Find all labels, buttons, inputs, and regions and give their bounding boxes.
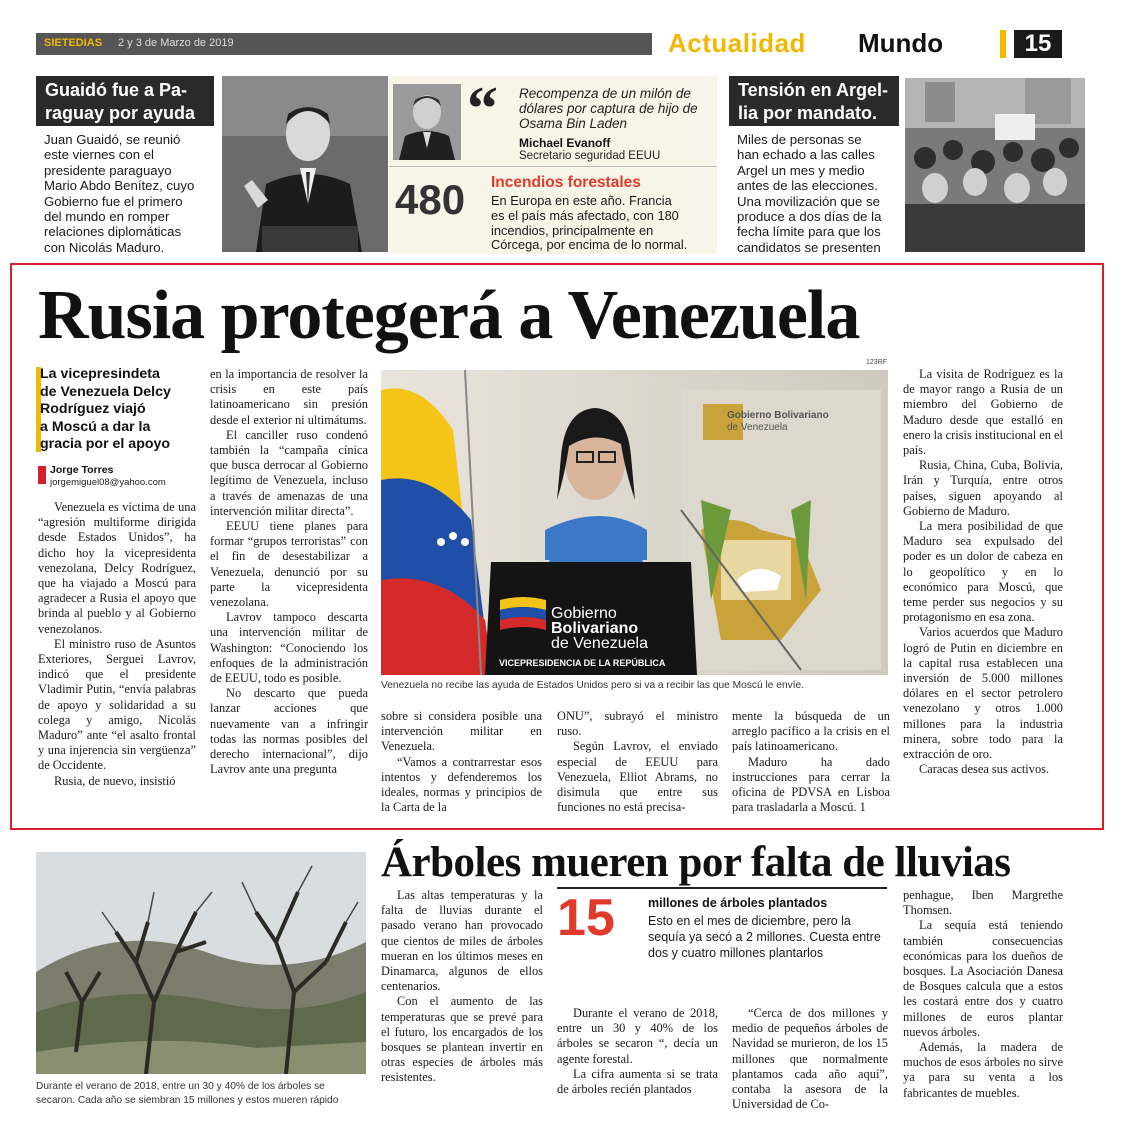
byline-accent bbox=[38, 466, 46, 484]
trees-col-2: Durante el verano de 2018, entre un 30 y 40% de los árboles se secaron “, decía un agente forestal. La cifra aumenta si se trata de árboles recién plantados bbox=[557, 1006, 718, 1097]
quote-author: Michael Evanoff bbox=[519, 136, 611, 150]
protest-photo bbox=[905, 78, 1085, 252]
section-label-mundo: Mundo bbox=[858, 28, 944, 58]
photo-credit: 123RF bbox=[866, 359, 888, 366]
trees-col-3: “Cerca de dos millones y medio de pequeños árboles de Navidad se murieron, de los 15 millones que normalmente plantamos cada año aquí”, contaba la asesora de la Universidad de Co- bbox=[732, 1006, 888, 1112]
guaido-photo-illustration bbox=[222, 76, 388, 252]
main-col-2: en la importancia de resolver la crisis en este país latinoamericano sin presión desde el exterior ni ultimátums. El canciller ruso condenó también la “campaña cínica que busca derrocar al Gobierno legítimo de Venezuela, incluso a través de amenazas de una intervención militar directa”. EEUU tiene planes para formar “grupos terroristas” con el fin de desestabilizar a Venezuela, denunció por su parte la vicepresidenta venezolana. Lavrov tampoco descarta una intervención militar de Washington: “Conociendo los enfoques de la administración de EEUU, todo es posible. No descarto que pueda lanzar acciones que nuevamente van a infringir todas las normas posibles del derecho internacional”, dijo Lavrov ante una pregunta bbox=[210, 367, 368, 777]
quote-and-stat-box bbox=[389, 76, 717, 254]
evanoff-photo-illustration bbox=[393, 84, 461, 160]
trees-col-4: penhague, Iben Margrethe Thomsen. La sequía está teniendo también consecuencias económicas para los dueños de bosques. La Asociación Danesa de Bosques calcula que a estos les costará entre dos y cuatro millones de euros plantar nuevos árboles. Además, la madera de muchos de esos árboles no sirve ya para su venta a los fabricantes de muebles. bbox=[903, 888, 1063, 1100]
quote-author-role: Secretario seguridad EEUU bbox=[519, 150, 661, 162]
trees-headline: Árboles mueren por falta de lluvias bbox=[381, 839, 1011, 886]
podium-subtitle: VICEPRESIDENCIA DE LA REPÚBLICA bbox=[499, 658, 666, 668]
page-number-accent bbox=[1000, 30, 1006, 58]
page-number: 15 bbox=[1014, 30, 1062, 58]
main-col-3: sobre si considera posible una intervención militar en Venezuela. “Vamos a contrarrestar esos intentos y defenderemos los ideales, normas y principios de la Carta de la bbox=[381, 709, 542, 815]
trees-stat-number: 15 bbox=[557, 889, 615, 947]
main-col-4: ONU”, subrayó el ministro ruso. Según Lavrov, el enviado especial de EEUU para Venezuela, Elliot Abrams, no disimula que entre sus funciones no está precisa- bbox=[557, 709, 718, 815]
evanoff-photo bbox=[393, 84, 461, 160]
byline-email: jorgemiguel08@yahoo.com bbox=[50, 477, 166, 488]
main-col-5: mente la búsqueda de un arreglo pacífico a la crisis en el país latinoamericano. Maduro ha dado instrucciones para cerrar la oficina de PDVSA en Lisboa para trasladarla a Moscú. 1 bbox=[732, 709, 890, 815]
main-col-1: Venezuela es víctima de una “agresión multiforme dirigida desde Estados Unidos”, ha dicho hoy la vicepresidenta venezolana, Delcy Rodríguez, que ha viajado a Moscú para agradecer a Rusia el apoyo que brinda al pueblo y al Gobierno venezolanos. El ministro ruso de Asuntos Exteriores, Serguei Lavrov, indicó que el presidente Vladimir Putin, “envía palabras de apoyo y solidaridad a su colega y amigo, Nicolás Maduro” ante “el asalto frontal y una injerencia sin vergüenza” de Occidente. Rusia, de nuevo, insistió bbox=[38, 500, 196, 788]
edition-date: 2 y 3 de Marzo de 2019 bbox=[118, 37, 234, 49]
brief-title: Tensión en Argel- lia por mandato. bbox=[738, 80, 889, 123]
section-label-actualidad: Actualidad bbox=[668, 28, 806, 58]
rodriguez-photo bbox=[381, 370, 888, 675]
brand-label: SIETEDIAS bbox=[44, 37, 103, 49]
stat-number: 480 bbox=[395, 176, 466, 223]
brief-guaido bbox=[36, 76, 388, 254]
podium-flag-logo bbox=[500, 594, 546, 634]
trees-col-1: Las altas temperaturas y la falta de lluvias durante el pasado verano han provocado que cientos de miles de árboles mueran en los últimos meses en Dinamarca, algunos de ellos centenarios. Con el aumento de las temperaturas que se prevé para el futuro, los encargados de los bosques se plantean invertir en otras especies de árboles más resistentes. bbox=[381, 888, 543, 1085]
protest-photo-illustration bbox=[905, 78, 1085, 252]
photo-caption: Venezuela no recibe las ayuda de Estados Unidos pero si va a recibir las que Moscú le envíe. bbox=[381, 680, 805, 691]
brief-body: Miles de personas se han echado a las calles Argel un mes y medio antes de las elecciones. Una movilización que se produce a dos días de la fecha límite para que los candidatos se presenten bbox=[737, 132, 882, 255]
guaido-photo bbox=[222, 76, 388, 252]
brief-title: Guaidó fue a Pa- raguay por ayuda bbox=[45, 80, 196, 123]
quote-text: Recompenza de un milón de dólares por captura de hijo de Osama Bin Laden bbox=[519, 86, 698, 131]
byline-author: Jorge Torres bbox=[50, 464, 114, 476]
trees-stat-title: millones de árboles plantados bbox=[648, 896, 828, 910]
stat-body: En Europa en este año. Francia es el país más afectado, con 180 incendios, principalmente en Córcega, por encima de lo normal. bbox=[491, 193, 688, 253]
stat-title: Incendios forestales bbox=[491, 174, 641, 191]
divider bbox=[389, 166, 717, 167]
quote-mark-icon: “ bbox=[467, 75, 498, 143]
trees-caption: Durante el verano de 2018, entre un 30 y 40% de los árboles se secaron. Cada año se siembran 15 millones y estos mueren rápido bbox=[36, 1081, 339, 1106]
main-col-6: La visita de Rodríguez es la de mayor rango a Rusia de un miembro del Gobierno de Maduro desde que estalló en enero la crisis institucional en el país. Rusia, China, Cuba, Bolivia, Irán y Turquía, entre otros países, siguen apoyando al Gobierno de Maduro. La mera posibilidad de que Maduro sea expulsado del poder es un dolor de cabeza en lo geopolítico y en lo económico para Moscú, que teme perder sus negocios y su protagonismo en esa zona. Varios acuerdos que Maduro logró de Putin en diciembre en la capital rusa establecen una inversión de 5.000 millones dólares en el sector petrolero venezolano y otros 1.000 millones para la industria minera, sobre todo para la extracción de oro. Caracas desea sus activos. bbox=[903, 367, 1063, 777]
trees-photo-illustration bbox=[36, 852, 366, 1074]
podium-sign: Gobierno Bolivariano de Venezuela bbox=[551, 605, 648, 652]
brief-argelia bbox=[729, 76, 1091, 254]
trees-stat-body: Esto en el mes de diciembre, pero la sequía ya secó a 2 millones. Cuesta entre dos y cuatro millones plantarlos bbox=[648, 914, 881, 960]
main-deck: La vicepresindeta de Venezuela Delcy Rodríguez viajó a Moscú a dar la gracia por el apoyo bbox=[40, 366, 171, 452]
wall-sign: Gobierno Bolivariano de Venezuela bbox=[727, 410, 829, 433]
brief-body: Juan Guaidó, se reunió este viernes con el presidente paraguayo Mario Abdo Benítez, cuyo Gobierno fue el primero del mundo en romper relaciones diplomáticas con Nicolás Maduro. bbox=[44, 132, 195, 255]
main-headline: Rusia protegerá a Venezuela bbox=[38, 277, 860, 354]
trees-photo bbox=[36, 852, 366, 1074]
